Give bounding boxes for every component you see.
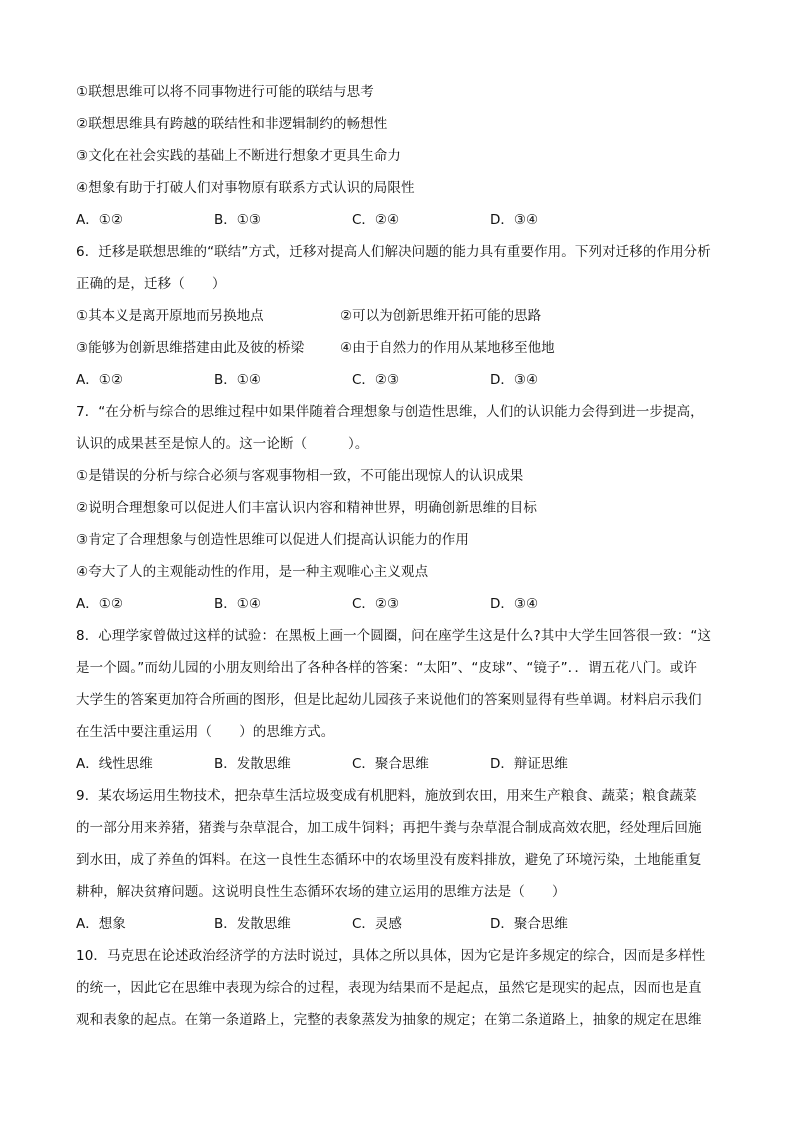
option-a: A．①②	[76, 212, 123, 228]
statement-3: ③肯定了合理想象与创造性思维可以促进人们提高认识能力的作用	[76, 532, 470, 548]
question-6-stem-line-1: 6．迁移是联想思维的“联结”方式，迁移对提高人们解决问题的能力具有重要作用。下列对迁移的作用分析	[76, 244, 711, 260]
option-d: D．③④	[490, 372, 539, 388]
question-10-stem-line-1: 10．马克思在论述政治经济学的方法时说过，具体之所以具体，因为它是许多规定的综合，因而是多样性	[76, 948, 706, 964]
option-d: D．聚合思维	[490, 916, 568, 932]
question-8-stem-line-3: 大学生的答案更加符合所画的图形，但是比起幼儿园孩子来说他们的答案则显得有些单调。材料启示我们	[76, 692, 702, 708]
question-9-stem-line-3: 到水田，成了养鱼的饵料。在这一良性生态循环中的农场里没有废料排放，避免了环境污染，土地能重复	[76, 852, 702, 868]
option-a: A．线性思维	[76, 756, 153, 772]
option-a: A．①②	[76, 596, 123, 612]
statement-4: ④由于自然力的作用从某地移至他地	[340, 340, 555, 356]
statement-1: ①是错误的分析与综合必须与客观事物相一致，不可能出现惊人的认识成果	[76, 468, 524, 484]
question-7-stem-line-1: 7．“在分析与综合的思维过程中如果伴随着合理想象与创造性思维，人们的认识能力会得到进一步提高，	[76, 404, 704, 420]
option-b: B．①④	[214, 372, 261, 388]
statement-3: ③能够为创新思维搭建由此及彼的桥梁	[76, 340, 305, 356]
statement-4: ④夸大了人的主观能动性的作用，是一种主观唯心主义观点	[76, 564, 429, 580]
option-d: D．③④	[490, 212, 539, 228]
option-c: C．聚合思维	[352, 756, 429, 772]
option-d: D．辩证思维	[490, 756, 568, 772]
question-8-stem-line-1: 8．心理学家曾做过这样的试验：在黑板上画一个圆圈，问在座学生这是什么?其中大学生回答很一致：“这	[76, 628, 712, 644]
option-c: C．②③	[352, 372, 400, 388]
option-a: A．想象	[76, 916, 126, 932]
statement-2: ②联想思维具有跨越的联结性和非逻辑制约的畅想性	[76, 116, 388, 132]
option-b: B．发散思维	[214, 916, 291, 932]
statement-3: ③文化在社会实践的基础上不断进行想象才更具生命力	[76, 148, 402, 164]
statement-2: ②说明合理想象可以促进人们丰富认识内容和精神世界，明确创新思维的目标	[76, 500, 538, 516]
option-b: B．发散思维	[214, 756, 291, 772]
option-c: C．②④	[352, 212, 400, 228]
question-9-stem-line-1: 9．某农场运用生物技术，把杂草生活垃圾变成有机肥料，施放到农田，用来生产粮食、蔬菜；粮食蔬菜	[76, 788, 697, 804]
option-a: A．①②	[76, 372, 123, 388]
statement-2: ②可以为创新思维开拓可能的思路	[340, 308, 542, 324]
question-9-stem-line-2: 的一部分用来养猪，猪粪与杂草混合，加工成牛饲料；再把牛粪与杂草混合制成高效农肥，经处理后回施	[76, 820, 702, 836]
question-10-stem-line-2: 的统一，因此它在思维中表现为综合的过程，表现为结果而不是起点，虽然它是现实的起点，因而也是直	[76, 980, 702, 996]
question-8-stem-line-4: 在生活中要注重运用（ ）的思维方式。	[76, 724, 335, 740]
question-7-stem-line-2: 认识的成果甚至是惊人的。这一论断（ ）。	[76, 436, 369, 452]
question-9-stem-line-4: 耕种，解决贫瘠问题。这说明良性生态循环农场的建立运用的思维方法是（ ）	[76, 884, 566, 900]
option-c: C．灵感	[352, 916, 402, 932]
question-10-stem-line-3: 观和表象的起点。在第一条道路上，完整的表象蒸发为抽象的规定；在第二条道路上，抽象的规定在思维	[76, 1012, 702, 1028]
question-6-stem-line-2: 正确的是，迁移（ ）	[76, 276, 226, 292]
option-b: B．①③	[214, 212, 261, 228]
question-8-stem-line-2: 是一个圆。”而幼儿园的小朋友则给出了各种各样的答案：“太阳”、“皮球”、“镜子”．．谓五花八门。或许	[76, 660, 697, 676]
statement-1: ①联想思维可以将不同事物进行可能的联结与思考	[76, 84, 374, 100]
statement-4: ④想象有助于打破人们对事物原有联系方式认识的局限性	[76, 180, 415, 196]
option-d: D．③④	[490, 596, 539, 612]
option-b: B．①④	[214, 596, 261, 612]
option-c: C．②③	[352, 596, 400, 612]
statement-1: ①其本义是离开原地而另换地点	[76, 308, 264, 324]
